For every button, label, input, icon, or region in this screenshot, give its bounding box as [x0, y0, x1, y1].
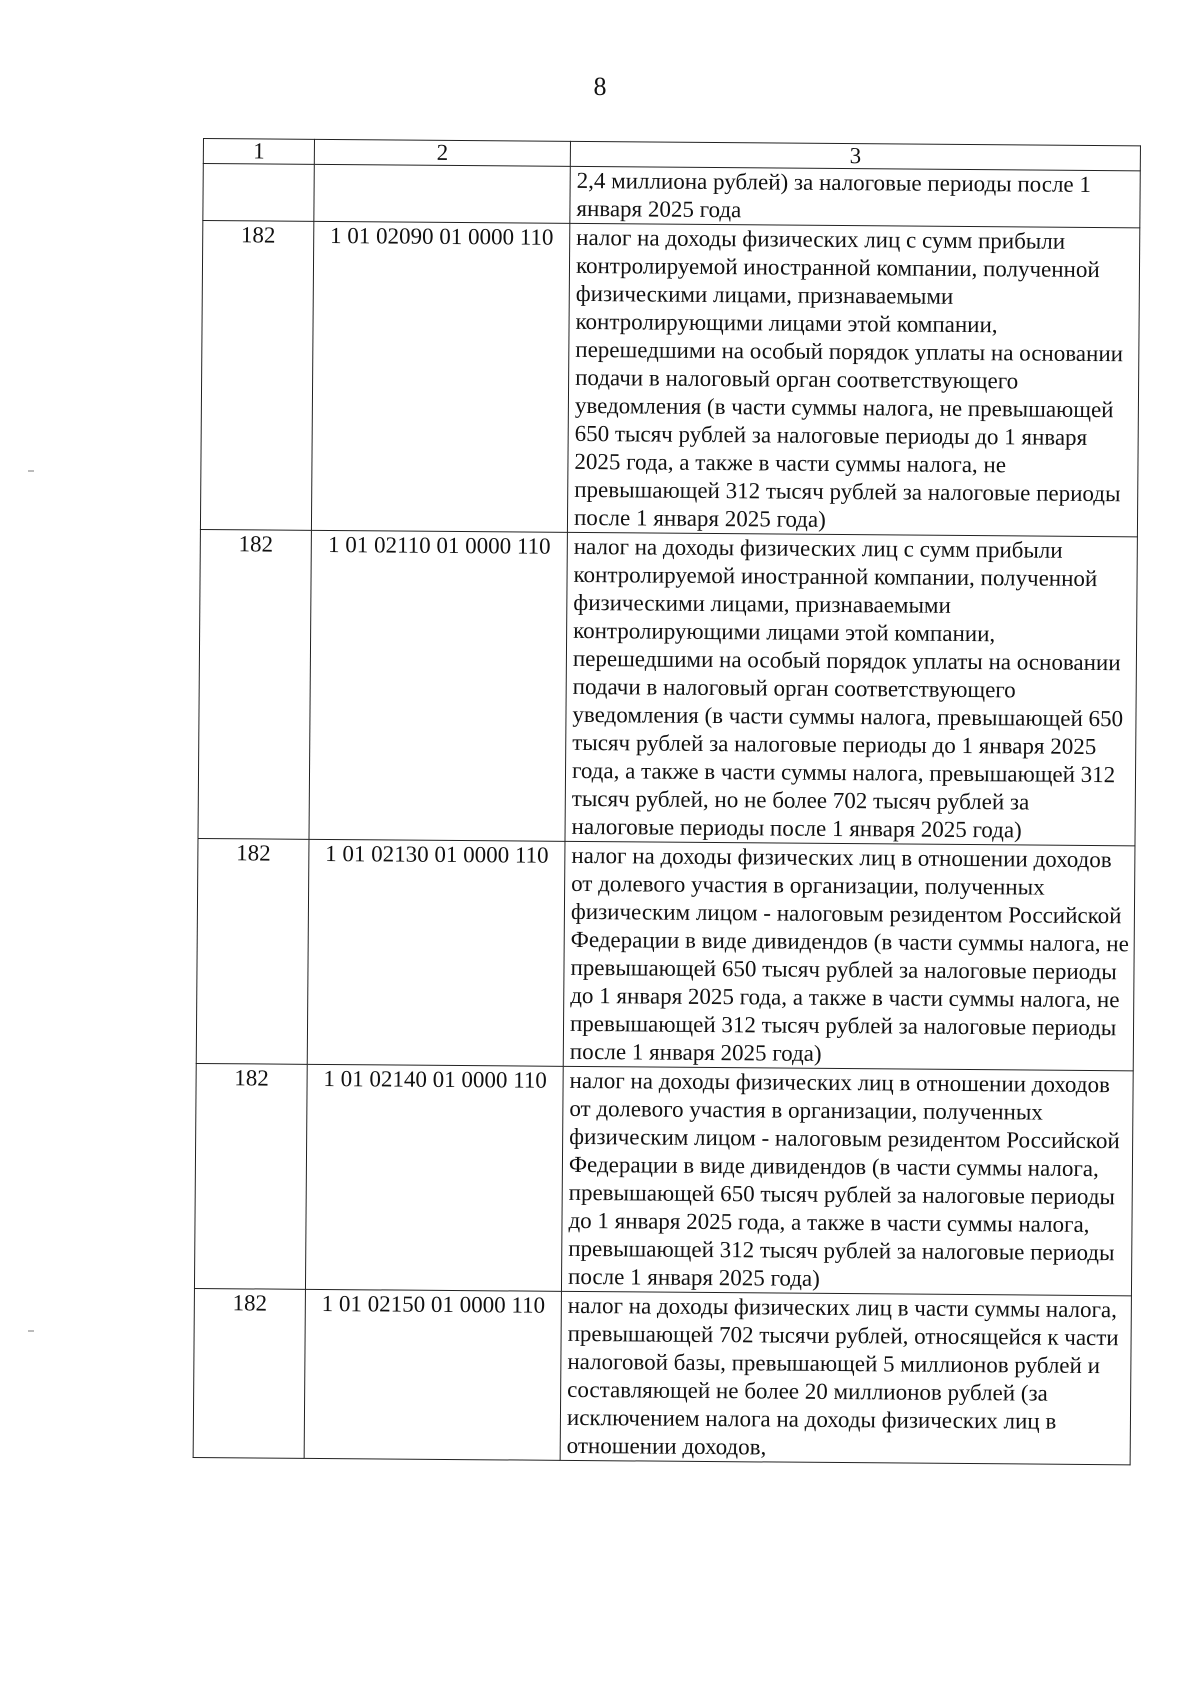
description-cell: налог на доходы физических лиц в отношении доходов от долевого участия в организации, полученных физическим лицом - налоговым резидентом Российской Федерации в виде дивидендов (в части суммы налога, превышающей 650 тысяч рублей за налоговые периоды до 1 января 2025 года, а также в части суммы налога, превышающей 312 тысяч рублей за налоговые периоды после 1 января 2025 года)	[561, 1066, 1133, 1295]
description-cell: налог на доходы физических лиц в части суммы налога, превышающей 702 тысячи рублей, относящейся к части налоговой базы, превышающей 5 миллионов рублей и составляющей не более 20 миллионов рублей (за исключением налога на доходы физических лиц в отношении доходов,	[560, 1291, 1131, 1464]
header-col-3: 3	[570, 141, 1140, 170]
description-cell: налог на доходы физических лиц в отношении доходов от долевого участия в организации, полученных физическим лицом - налоговым резидентом Российской Федерации в виде дивидендов (в части суммы налога, не превышающей 650 тысяч рублей за налоговые периоды до 1 января 2025 года, а также в части суммы налога, не превышающей 312 тысяч рублей за налоговые периоды после 1 января 2025 года)	[563, 841, 1135, 1070]
kbk-code-cell: 1 01 02130 01 0000 110	[307, 839, 565, 1066]
table-row	[196, 838, 1135, 1070]
header-col-1: 1	[203, 139, 314, 165]
scan-margin-mark	[28, 470, 34, 472]
kbk-code-cell: 1 01 02140 01 0000 110	[305, 1064, 563, 1291]
page-number: 8	[593, 72, 607, 101]
description-cell: 2,4 миллиона рублей) за налоговые периоды после 1 января 2025 года	[570, 166, 1140, 227]
table-row	[193, 1288, 1131, 1464]
budget-classification-table	[193, 138, 1141, 1465]
header-col-2: 2	[314, 139, 570, 166]
admin-code-cell: 182	[196, 838, 309, 1064]
table-row	[198, 529, 1137, 845]
kbk-code-cell: 1 01 02110 01 0000 110	[309, 530, 567, 841]
kbk-code-cell: 1 01 02150 01 0000 110	[304, 1289, 561, 1460]
table-row	[200, 221, 1139, 537]
description-cell: налог на доходы физических лиц с сумм прибыли контролируемой иностранной компании, полученной физическими лицами, признаваемыми контролирующими лицами этой компании, перешедшими на особый порядок уплаты на основании подачи в налоговый орган соответствующего уведомления (в части суммы налога, не превышающей 650 тысяч рублей за налоговые периоды до 1 января 2025 года, а также в части суммы налога, не превышающей 312 тысяч рублей за налоговые периоды после 1 января 2025 года)	[567, 223, 1139, 536]
table-row	[194, 1063, 1133, 1295]
scan-margin-mark	[28, 1330, 34, 1332]
admin-code-cell: 182	[200, 221, 313, 531]
admin-code-cell	[203, 164, 314, 222]
admin-code-cell: 182	[194, 1063, 307, 1289]
kbk-code-cell: 1 01 02090 01 0000 110	[311, 221, 569, 532]
admin-code-cell: 182	[193, 1288, 305, 1458]
table-row	[203, 164, 1140, 228]
kbk-code-cell	[314, 164, 570, 223]
admin-code-cell: 182	[198, 529, 311, 839]
description-cell: налог на доходы физических лиц с сумм прибыли контролируемой иностранной компании, полученной физическими лицами, признаваемыми контролирующими лицами этой компании, перешедшими на особый порядок уплаты на основании подачи в налоговый орган соответствующего уведомления (в части суммы налога, превышающей 650 тысяч рублей за налоговые периоды до 1 января 2025 года, а также в части суммы налога, превышающей 312 тысяч рублей, но не более 702 тысяч рублей за налоговые периоды после 1 января 2025 года)	[565, 532, 1137, 845]
table-body	[193, 164, 1140, 1465]
